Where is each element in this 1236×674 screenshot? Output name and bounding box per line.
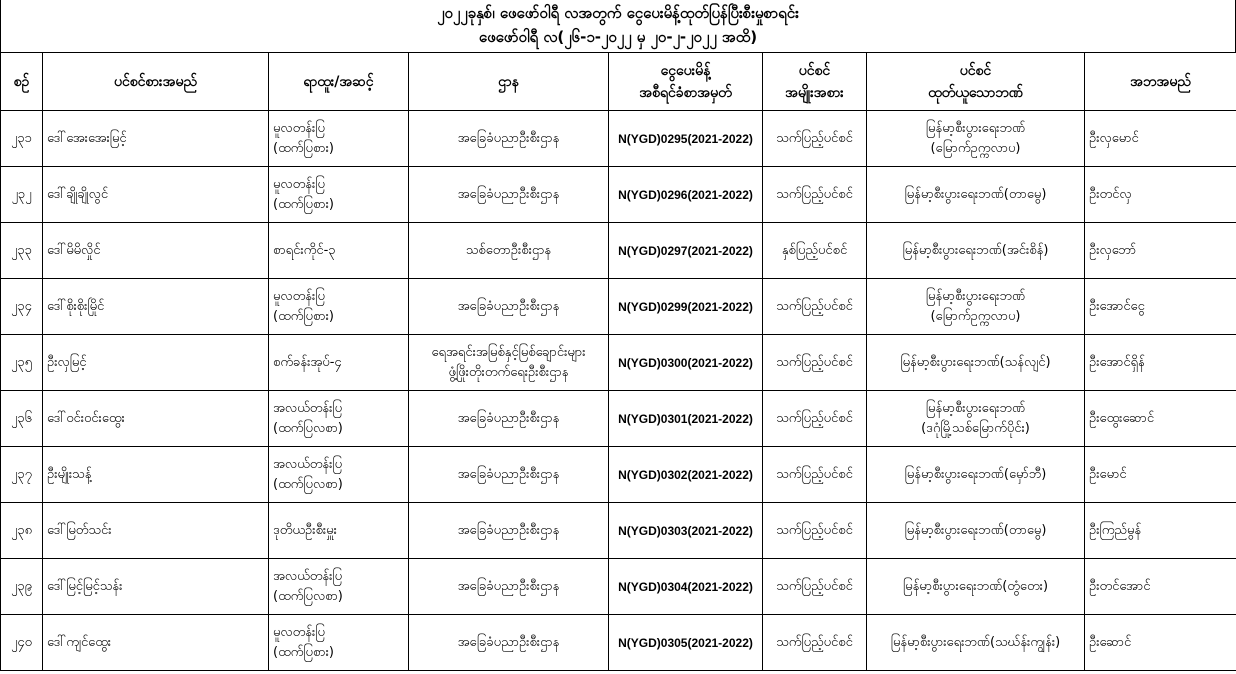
cell-dept[interactable]: အခြေခံပညာဦးစီးဌာန <box>409 111 609 167</box>
cell-rank[interactable]: ဒုတိယဦးစီးမှူး <box>269 503 409 559</box>
cell-rank[interactable]: အလယ်တန်းပြ (ထက်ပြလစာ) <box>269 447 409 503</box>
cell-no[interactable]: ၂၃၈ <box>1 503 43 559</box>
cell-father[interactable]: ဦးဆောင် <box>1085 615 1236 671</box>
cell-bank[interactable]: မြန်မာ့စီးပွားရေးဘဏ်(တာမွေ) <box>867 167 1085 223</box>
table-row <box>1 447 1236 503</box>
cell-code[interactable]: N(YGD)0297(2021-2022) <box>609 223 763 279</box>
cell-father[interactable]: ဦးကြည်မွန် <box>1085 503 1236 559</box>
cell-no[interactable]: ၂၃၆ <box>1 391 43 447</box>
cell-type[interactable]: သက်ပြည့်ပင်စင် <box>763 335 867 391</box>
cell-type[interactable]: နှစ်ပြည့်ပင်စင် <box>763 223 867 279</box>
cell-code[interactable]: N(YGD)0299(2021-2022) <box>609 279 763 335</box>
cell-rank[interactable]: မူလတန်းပြ (ထက်ပြစား) <box>269 111 409 167</box>
table-row <box>1 111 1236 167</box>
cell-dept[interactable]: အခြေခံပညာဦးစီးဌာန <box>409 559 609 615</box>
cell-bank[interactable]: မြန်မာ့စီးပွားရေးဘဏ် (ဒဂုံမြို့သစ်မြောက်ပိုင်း) <box>867 391 1085 447</box>
cell-code[interactable]: N(YGD)0305(2021-2022) <box>609 615 763 671</box>
table-row <box>1 335 1236 391</box>
cell-dept[interactable]: အခြေခံပညာဦးစီးဌာန <box>409 615 609 671</box>
cell-name[interactable]: ဒေါ်ဝင်းဝင်းထွေး <box>43 391 269 447</box>
cell-type[interactable]: သက်ပြည့်ပင်စင် <box>763 559 867 615</box>
cell-dept[interactable]: အခြေခံပညာဦးစီးဌာန <box>409 279 609 335</box>
report-title-area <box>0 0 1236 52</box>
pension-table <box>0 52 1236 671</box>
cell-no[interactable]: ၂၃၁ <box>1 111 43 167</box>
report-subtitle: ဖေဖော်ဝါရီ လ(၂၆-၁-၂၀၂၂ မှ ၂၀-၂-၂၀၂၂ အထိ) <box>478 28 758 46</box>
cell-dept[interactable]: သစ်တောဦးစီးဌာန <box>409 223 609 279</box>
table-row <box>1 167 1236 223</box>
cell-rank[interactable]: အလယ်တန်းပြ (ထက်ပြလစာ) <box>269 559 409 615</box>
cell-bank[interactable]: မြန်မာ့စီးပွားရေးဘဏ်(သဃ်န်းကျွန်း) <box>867 615 1085 671</box>
cell-type[interactable]: သက်ပြည့်ပင်စင် <box>763 167 867 223</box>
cell-rank[interactable]: မူလတန်းပြ (ထက်ပြစား) <box>269 615 409 671</box>
cell-no[interactable]: ၂၃၂ <box>1 167 43 223</box>
header-type[interactable]: ပင်စင် အမျိုးအစား <box>763 53 867 111</box>
cell-bank[interactable]: မြန်မာ့စီးပွားရေးဘဏ် (မြောက်ဥက္ကလာပ) <box>867 111 1085 167</box>
cell-no[interactable]: ၂၃၅ <box>1 335 43 391</box>
header-father[interactable]: အဘအမည် <box>1085 53 1236 111</box>
cell-father[interactable]: ဦးလှဘော် <box>1085 223 1236 279</box>
cell-rank[interactable]: အလယ်တန်းပြ (ထက်ပြလစာ) <box>269 391 409 447</box>
cell-rank[interactable]: မူလတန်းပြ (ထက်ပြစား) <box>269 279 409 335</box>
cell-name[interactable]: ဒေါ်မြင့်မြင့်သန်း <box>43 559 269 615</box>
table-row <box>1 615 1236 671</box>
cell-type[interactable]: သက်ပြည့်ပင်စင် <box>763 615 867 671</box>
cell-dept[interactable]: အခြေခံပညာဦးစီးဌာန <box>409 167 609 223</box>
cell-bank[interactable]: မြန်မာ့စီးပွားရေးဘဏ်(မှော်ဘီ) <box>867 447 1085 503</box>
cell-name[interactable]: ဦးလှမြင့် <box>43 335 269 391</box>
header-name[interactable]: ပင်စင်စားအမည် <box>43 53 269 111</box>
cell-father[interactable]: ဦးတင်အောင် <box>1085 559 1236 615</box>
cell-no[interactable]: ၂၃၄ <box>1 279 43 335</box>
header-row <box>1 53 1236 111</box>
cell-no[interactable]: ၂၃၉ <box>1 559 43 615</box>
cell-father[interactable]: ဦးအောင်ရှိန် <box>1085 335 1236 391</box>
table-row <box>1 391 1236 447</box>
header-bank[interactable]: ပင်စင် ထုတ်ယူသောဘဏ် <box>867 53 1085 111</box>
cell-type[interactable]: သက်ပြည့်ပင်စင် <box>763 111 867 167</box>
cell-father[interactable]: ဦးတင်လှ <box>1085 167 1236 223</box>
cell-no[interactable]: ၂၃၇ <box>1 447 43 503</box>
cell-rank[interactable]: မူလတန်းပြ (ထက်ပြစား) <box>269 167 409 223</box>
cell-no[interactable]: ၂၃၃ <box>1 223 43 279</box>
cell-code[interactable]: N(YGD)0300(2021-2022) <box>609 335 763 391</box>
table-row <box>1 279 1236 335</box>
cell-bank[interactable]: မြန်မာ့စီးပွားရေးဘဏ်(တာမွေ) <box>867 503 1085 559</box>
cell-bank[interactable]: မြန်မာ့စီးပွားရေးဘဏ်(တွံတေး) <box>867 559 1085 615</box>
header-dept[interactable]: ဌာန <box>409 53 609 111</box>
table-row <box>1 223 1236 279</box>
cell-dept[interactable]: ရေအရင်းအမြစ်နှင့်မြစ်ချောင်းများ ဖွံ့ဖြိုးတိုးတက်ရေးဦးစီးဌာန <box>409 335 609 391</box>
table-row <box>1 559 1236 615</box>
cell-code[interactable]: N(YGD)0296(2021-2022) <box>609 167 763 223</box>
report-title: ၂၀၂၂ခုနှစ်၊ ဖေဖော်ဝါရီ လအတွက် ငွေပေးမိန့်ထုတ်ပြန်ပြီးစီးမှုစာရင်း <box>437 4 799 22</box>
cell-name[interactable]: ဒေါ်မြတ်သင်း <box>43 503 269 559</box>
cell-name[interactable]: ဒေါ်ချိုချိုလွင် <box>43 167 269 223</box>
cell-name[interactable]: ဦးမျိုးသန့် <box>43 447 269 503</box>
cell-name[interactable]: ဒေါ်ကျင်ထွေး <box>43 615 269 671</box>
cell-code[interactable]: N(YGD)0302(2021-2022) <box>609 447 763 503</box>
cell-dept[interactable]: အခြေခံပညာဦးစီးဌာန <box>409 391 609 447</box>
cell-name[interactable]: ဒေါ်အေးအေးမြင့် <box>43 111 269 167</box>
table-row <box>1 503 1236 559</box>
cell-code[interactable]: N(YGD)0295(2021-2022) <box>609 111 763 167</box>
cell-code[interactable]: N(YGD)0303(2021-2022) <box>609 503 763 559</box>
cell-type[interactable]: သက်ပြည့်ပင်စင် <box>763 279 867 335</box>
cell-bank[interactable]: မြန်မာ့စီးပွားရေးဘဏ်(သန်လျင်) <box>867 335 1085 391</box>
cell-code[interactable]: N(YGD)0304(2021-2022) <box>609 559 763 615</box>
cell-code[interactable]: N(YGD)0301(2021-2022) <box>609 391 763 447</box>
cell-type[interactable]: သက်ပြည့်ပင်စင် <box>763 447 867 503</box>
cell-father[interactable]: ဦးထွေးဆောင် <box>1085 391 1236 447</box>
cell-type[interactable]: သက်ပြည့်ပင်စင် <box>763 503 867 559</box>
cell-name[interactable]: ဒေါ်မိမိလှိုင် <box>43 223 269 279</box>
cell-dept[interactable]: အခြေခံပညာဦးစီးဌာန <box>409 503 609 559</box>
cell-rank[interactable]: စက်ခန်းအုပ်-၄ <box>269 335 409 391</box>
cell-father[interactable]: ဦးလှမောင် <box>1085 111 1236 167</box>
cell-father[interactable]: ဦးမောင် <box>1085 447 1236 503</box>
cell-no[interactable]: ၂၄၀ <box>1 615 43 671</box>
header-code[interactable]: ငွေပေးမိန့် အစီရင်ခံစာအမှတ် <box>609 53 763 111</box>
cell-type[interactable]: သက်ပြည့်ပင်စင် <box>763 391 867 447</box>
header-no[interactable]: စဉ် <box>1 53 43 111</box>
cell-dept[interactable]: အခြေခံပညာဦးစီးဌာန <box>409 447 609 503</box>
cell-name[interactable]: ဒေါ်စိုးစိုးမြိုင် <box>43 279 269 335</box>
cell-father[interactable]: ဦးအောင်ငွေ <box>1085 279 1236 335</box>
header-rank[interactable]: ရာထူး/အဆင့် <box>269 53 409 111</box>
cell-bank[interactable]: မြန်မာ့စီးပွားရေးဘဏ်(အင်းစိန်) <box>867 223 1085 279</box>
cell-bank[interactable]: မြန်မာ့စီးပွားရေးဘဏ် (မြောက်ဥက္ကလာပ) <box>867 279 1085 335</box>
cell-rank[interactable]: စာရင်းကိုင်-၃ <box>269 223 409 279</box>
